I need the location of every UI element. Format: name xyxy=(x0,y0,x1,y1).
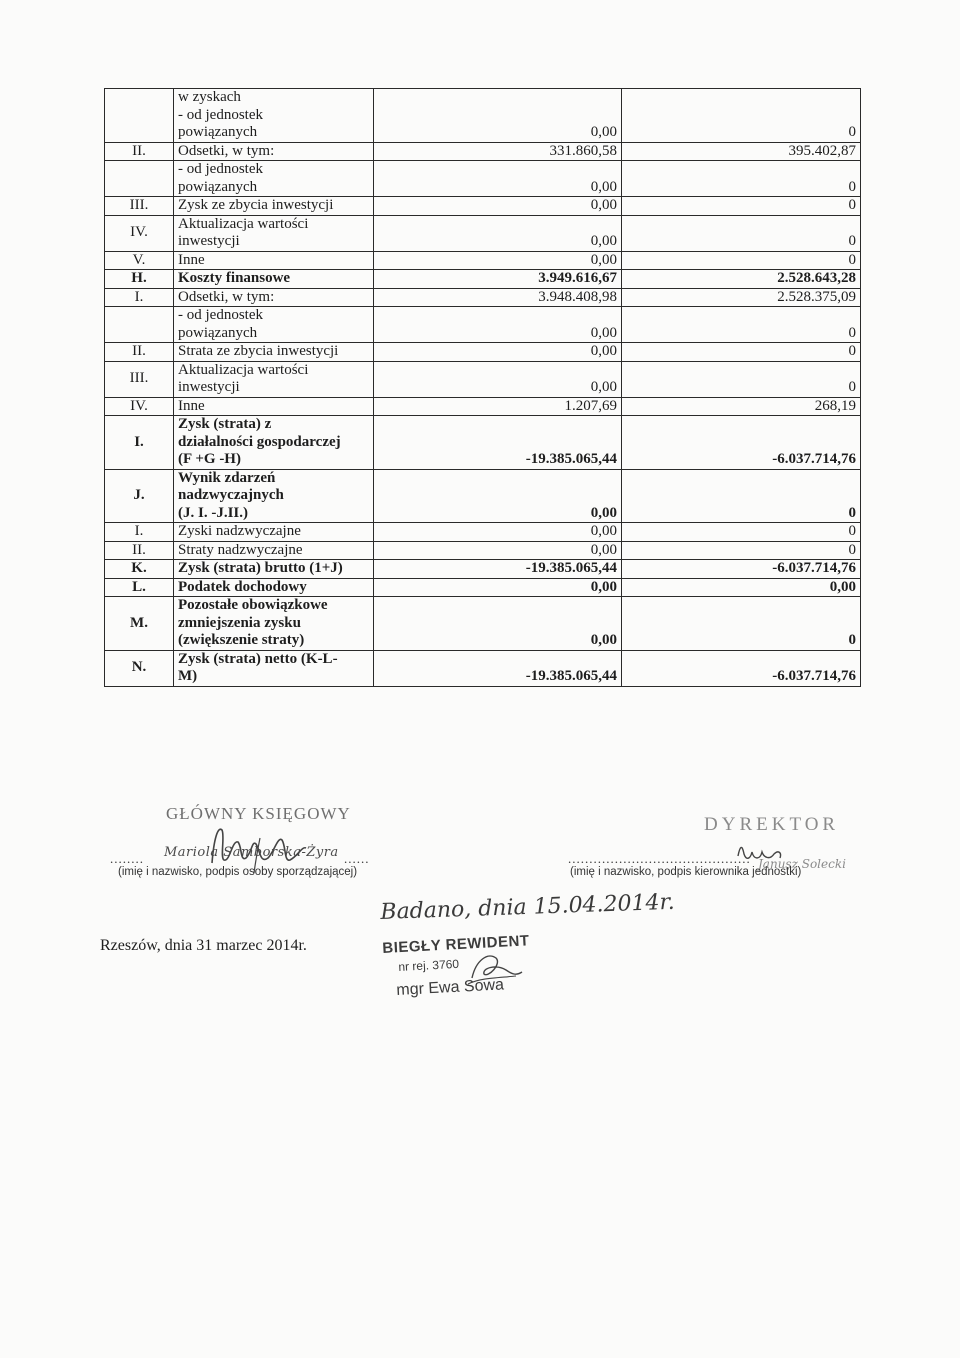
row-code-cell xyxy=(105,89,174,143)
row-previous-year-value: 268,19 xyxy=(622,397,861,416)
row-code-cell: I. xyxy=(105,288,174,307)
auditor-handwritten-note: Badano, dnia 15.04.2014r. xyxy=(380,889,676,925)
row-previous-year-value: -6.037.714,76 xyxy=(622,650,861,686)
table-row xyxy=(105,650,861,686)
row-current-year-value: 0,00 xyxy=(374,541,622,560)
row-previous-year-value: 0 xyxy=(622,361,861,397)
table-row xyxy=(105,307,861,343)
table-row xyxy=(105,89,861,143)
row-previous-year-value: -6.037.714,76 xyxy=(622,560,861,579)
row-code-cell: J. xyxy=(105,469,174,523)
row-current-year-value: 0,00 xyxy=(374,197,622,216)
row-label-cell: Inne xyxy=(174,397,374,416)
auditor-title: BIEGŁY REWIDENT xyxy=(382,932,530,957)
row-label-cell: - od jednostek powiązanych xyxy=(174,307,374,343)
table-row xyxy=(105,560,861,579)
row-previous-year-value: 0 xyxy=(622,251,861,270)
row-code-cell: I. xyxy=(105,416,174,470)
row-current-year-value: 0,00 xyxy=(374,89,622,143)
row-label-cell: Odsetki, w tym: xyxy=(174,142,374,161)
row-code-cell: K. xyxy=(105,560,174,579)
row-label-cell: w zyskach - od jednostek powiązanych xyxy=(174,89,374,143)
row-code-cell: II. xyxy=(105,541,174,560)
table-row xyxy=(105,270,861,289)
row-label-cell: Wynik zdarzeń nadzwyczajnych (J. I. -J.II.) xyxy=(174,469,374,523)
row-code-cell xyxy=(105,307,174,343)
row-current-year-value: 0,00 xyxy=(374,307,622,343)
table-row xyxy=(105,578,861,597)
row-code-cell: II. xyxy=(105,142,174,161)
table-row xyxy=(105,416,861,470)
table-row xyxy=(105,142,861,161)
table-row xyxy=(105,161,861,197)
row-code-cell: III. xyxy=(105,197,174,216)
row-previous-year-value: 2.528.375,09 xyxy=(622,288,861,307)
row-current-year-value: 0,00 xyxy=(374,215,622,251)
row-current-year-value: 0,00 xyxy=(374,523,622,542)
row-code-cell: I. xyxy=(105,523,174,542)
row-current-year-value: 0,00 xyxy=(374,251,622,270)
left-signature-caption: (imię i nazwisko, podpis osoby sporządzającej) xyxy=(118,866,358,878)
row-label-cell: Aktualizacja wartości inwestycji xyxy=(174,215,374,251)
row-current-year-value: 0,00 xyxy=(374,469,622,523)
row-current-year-value: 0,00 xyxy=(374,361,622,397)
row-current-year-value: 0,00 xyxy=(374,578,622,597)
row-code-cell: N. xyxy=(105,650,174,686)
row-previous-year-value: 0 xyxy=(622,469,861,523)
row-label-cell: Strata ze zbycia inwestycji xyxy=(174,343,374,362)
row-previous-year-value: 2.528.643,28 xyxy=(622,270,861,289)
row-current-year-value: 0,00 xyxy=(374,343,622,362)
financial-statement-table xyxy=(104,88,861,687)
table-row xyxy=(105,197,861,216)
row-current-year-value: 3.949.616,67 xyxy=(374,270,622,289)
auditor-name: mgr Ewa Sowa xyxy=(396,976,505,999)
row-previous-year-value: -6.037.714,76 xyxy=(622,416,861,470)
row-previous-year-value: 395.402,87 xyxy=(622,142,861,161)
row-previous-year-value: 0,00 xyxy=(622,578,861,597)
row-code-cell: IV. xyxy=(105,215,174,251)
row-label-cell: Odsetki, w tym: xyxy=(174,288,374,307)
row-current-year-value: 1.207,69 xyxy=(374,397,622,416)
row-previous-year-value: 0 xyxy=(622,343,861,362)
table-row xyxy=(105,251,861,270)
auditor-registration-number: nr rej. 3760 xyxy=(398,956,460,974)
row-current-year-value: -19.385.065,44 xyxy=(374,560,622,579)
left-signature-dots-prefix: ........ xyxy=(110,851,144,866)
row-label-cell: Koszty finansowe xyxy=(174,270,374,289)
right-signature-dots: ........................................... xyxy=(568,851,751,866)
row-previous-year-value: 0 xyxy=(622,523,861,542)
table-row xyxy=(105,361,861,397)
left-signature-dots-suffix: ...... xyxy=(344,851,370,866)
row-current-year-value: -19.385.065,44 xyxy=(374,416,622,470)
row-label-cell: Straty nadzwyczajne xyxy=(174,541,374,560)
row-current-year-value: 331.860,58 xyxy=(374,142,622,161)
row-code-cell: IV. xyxy=(105,397,174,416)
row-label-cell: Zysk (strata) netto (K-L- M) xyxy=(174,650,374,686)
chief-accountant-stamp: GŁÓWNY KSIĘGOWY xyxy=(166,804,351,823)
table-row xyxy=(105,523,861,542)
row-code-cell: M. xyxy=(105,597,174,651)
table-row xyxy=(105,469,861,523)
row-label-cell: Inne xyxy=(174,251,374,270)
row-code-cell: II. xyxy=(105,343,174,362)
table-row xyxy=(105,343,861,362)
row-label-cell: Podatek dochodowy xyxy=(174,578,374,597)
row-previous-year-value: 0 xyxy=(622,307,861,343)
row-current-year-value: -19.385.065,44 xyxy=(374,650,622,686)
table-row xyxy=(105,541,861,560)
row-label-cell: Zysk ze zbycia inwestycji xyxy=(174,197,374,216)
row-current-year-value: 0,00 xyxy=(374,161,622,197)
row-current-year-value: 3.948.408,98 xyxy=(374,288,622,307)
row-label-cell: - od jednostek powiązanych xyxy=(174,161,374,197)
place-and-date: Rzeszów, dnia 31 marzec 2014r. xyxy=(100,937,307,954)
row-code-cell xyxy=(105,161,174,197)
row-label-cell: Aktualizacja wartości inwestycji xyxy=(174,361,374,397)
row-code-cell: V. xyxy=(105,251,174,270)
row-label-cell: Zysk (strata) z działalności gospodarczej (F +G -H) xyxy=(174,416,374,470)
row-previous-year-value: 0 xyxy=(622,541,861,560)
director-handwritten-name: Janusz Solecki xyxy=(758,857,846,871)
row-previous-year-value: 0 xyxy=(622,161,861,197)
right-signature-caption: (imię i nazwisko, podpis kierownika jednostki) xyxy=(570,866,802,878)
row-previous-year-value: 0 xyxy=(622,197,861,216)
row-current-year-value: 0,00 xyxy=(374,597,622,651)
row-previous-year-value: 0 xyxy=(622,597,861,651)
row-code-cell: H. xyxy=(105,270,174,289)
row-label-cell: Zysk (strata) brutto (1+J) xyxy=(174,560,374,579)
director-stamp: DYREKTOR xyxy=(704,814,840,835)
row-code-cell: L. xyxy=(105,578,174,597)
chief-accountant-handwritten-name: Mariola Samborska-Żyra xyxy=(164,845,339,860)
row-code-cell: III. xyxy=(105,361,174,397)
row-previous-year-value: 0 xyxy=(622,89,861,143)
financial-statement-body xyxy=(105,89,861,687)
table-row xyxy=(105,397,861,416)
table-row xyxy=(105,597,861,651)
row-label-cell: Zyski nadzwyczajne xyxy=(174,523,374,542)
row-previous-year-value: 0 xyxy=(622,215,861,251)
table-row xyxy=(105,215,861,251)
row-label-cell: Pozostałe obowiązkowe zmniejszenia zysku (zwiększenie straty) xyxy=(174,597,374,651)
table-row xyxy=(105,288,861,307)
